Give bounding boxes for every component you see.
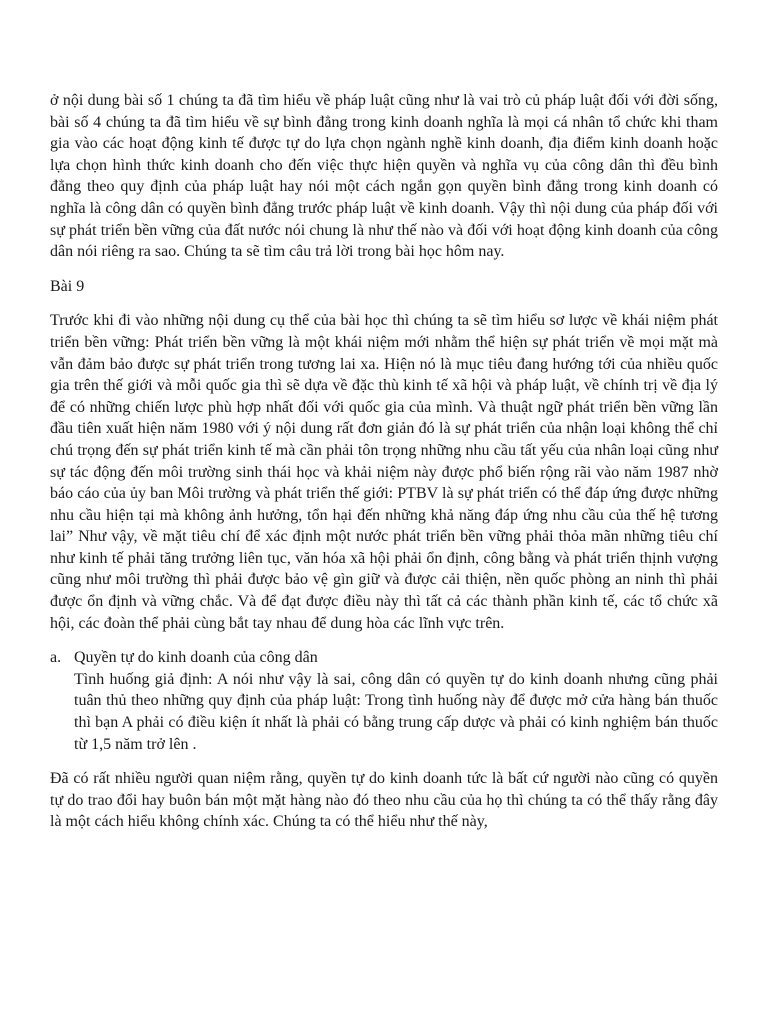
list-item-body: Tình huống giả định: A nói như vậy là sai, công dân có quyền tự do kinh doanh nhưng cũng phải tuân thủ theo những quy định của pháp luật: Trong tình huống này để được mở cửa hàng bán thuốc thì bạn A phải có điều kiện ít nhất là phải có bằng trung cấp dược và phải có kinh nghiệm bán thuốc từ 1,5 năm trở lên . [74, 670, 718, 753]
main-paragraph: Trước khi đi vào những nội dung cụ thể của bài học thì chúng ta sẽ tìm hiểu sơ lược về khái niệm phát triển bền vững: Phát triển bền vững là một khái niệm mới nhằm thể hiện sự phát triển về mọi mặt mà vẫn đảm bảo được sự phát triển trong tương lai xa. Hiện nó là mục tiêu đang hướng tới của nhiều quốc gia trên thế giới và mỗi quốc gia thì sẽ dựa về đặc thù kinh tế xã hội và pháp luật, về chính trị về địa lý để có những chiến lược phù hợp nhất đối với quốc gia của mình. Và thuật ngữ phát triển bền vững lần đầu tiên xuất hiện năm 1980 với ý nội dung rất đơn giản đó là sự phát triển của nhận loại không thể chỉ chú trọng đến sự phát triển kinh tế mà cần phải tôn trọng những nhu cầu tất yếu của nhân loại cũng như sự tác động đến môi trường sinh thái học và khải niệm này được phổ biến rộng rãi vào năm 1987 nhờ báo cáo của ủy ban Môi trường và phát triển thế giới: PTBV là sự phát triển có thể đáp ứng được những nhu cầu hiện tại mà không ảnh hưởng, tổn hại đến những khả năng đáp ứng nhu cầu của thế hệ tương lai” Như vậy, về mặt tiêu chí để xác định một nước phát triển bền vững phải thỏa mãn những tiêu chí như kinh tế phải tăng trưởng liên tục, văn hóa xã hội phải ổn định, công bằng và phát triển thịnh vượng cũng như môi trường thì phải được bảo vệ gìn giữ và được cải thiện, nền quốc phòng an ninh thì phải được ổn định và vững chắc. Và để đạt được điều này thì tất cả các thành phần kinh tế, các tổ chức xã hội, các đoàn thể phải cùng bắt tay nhau để dung hòa các lĩnh vực trên. [50, 312, 718, 632]
list-item-a [50, 647, 718, 755]
list-marker: a. [50, 649, 62, 667]
list-item-title: Quyền tự do kinh doanh của công dân [74, 649, 318, 667]
closing-paragraph: Đã có rất nhiều người quan niệm rằng, quyền tự do kinh doanh tức là bất cứ người nào cũng có quyền tự do trao đổi hay buôn bán một mặt hàng nào đó theo nhu cầu của họ thì chúng ta có thể thấy rằng đây là một cách hiểu không chính xác. Chúng ta có thể hiểu như thế này, [50, 770, 718, 831]
document-page [50, 90, 718, 846]
intro-paragraph: ở nội dung bài số 1 chúng ta đã tìm hiểu về pháp luật cũng như là vai trò củ pháp luật đối với đời sống, bài số 4 chúng ta đã tìm hiểu về sự bình đẳng trong kinh doanh nghĩa là mọi cá nhân tổ chức khi tham gia vào các hoạt động kinh tế được tự do lựa chọn ngành nghề kinh doanh, địa điểm kinh doanh hoặc lựa chọn hình thức kinh doanh cho đến việc thực hiện quyền và nghĩa vụ của công dân thì đều bình đẳng theo quy định của pháp luật hay nói một cách ngắn gọn quyền bình đẳng trong kinh doanh có nghĩa là công dân có quyền bình đẳng trước pháp luật về kinh doanh. Vậy thì nội dung của pháp đối với sự phát triển bền vững của đất nước nói chung là như thế nào và đối với hoạt động kinh doanh của công dân nói riêng ra sao. Chúng ta sẽ tìm câu trả lời trong bài học hôm nay. [50, 92, 718, 261]
lesson-heading: Bài 9 [50, 277, 85, 295]
